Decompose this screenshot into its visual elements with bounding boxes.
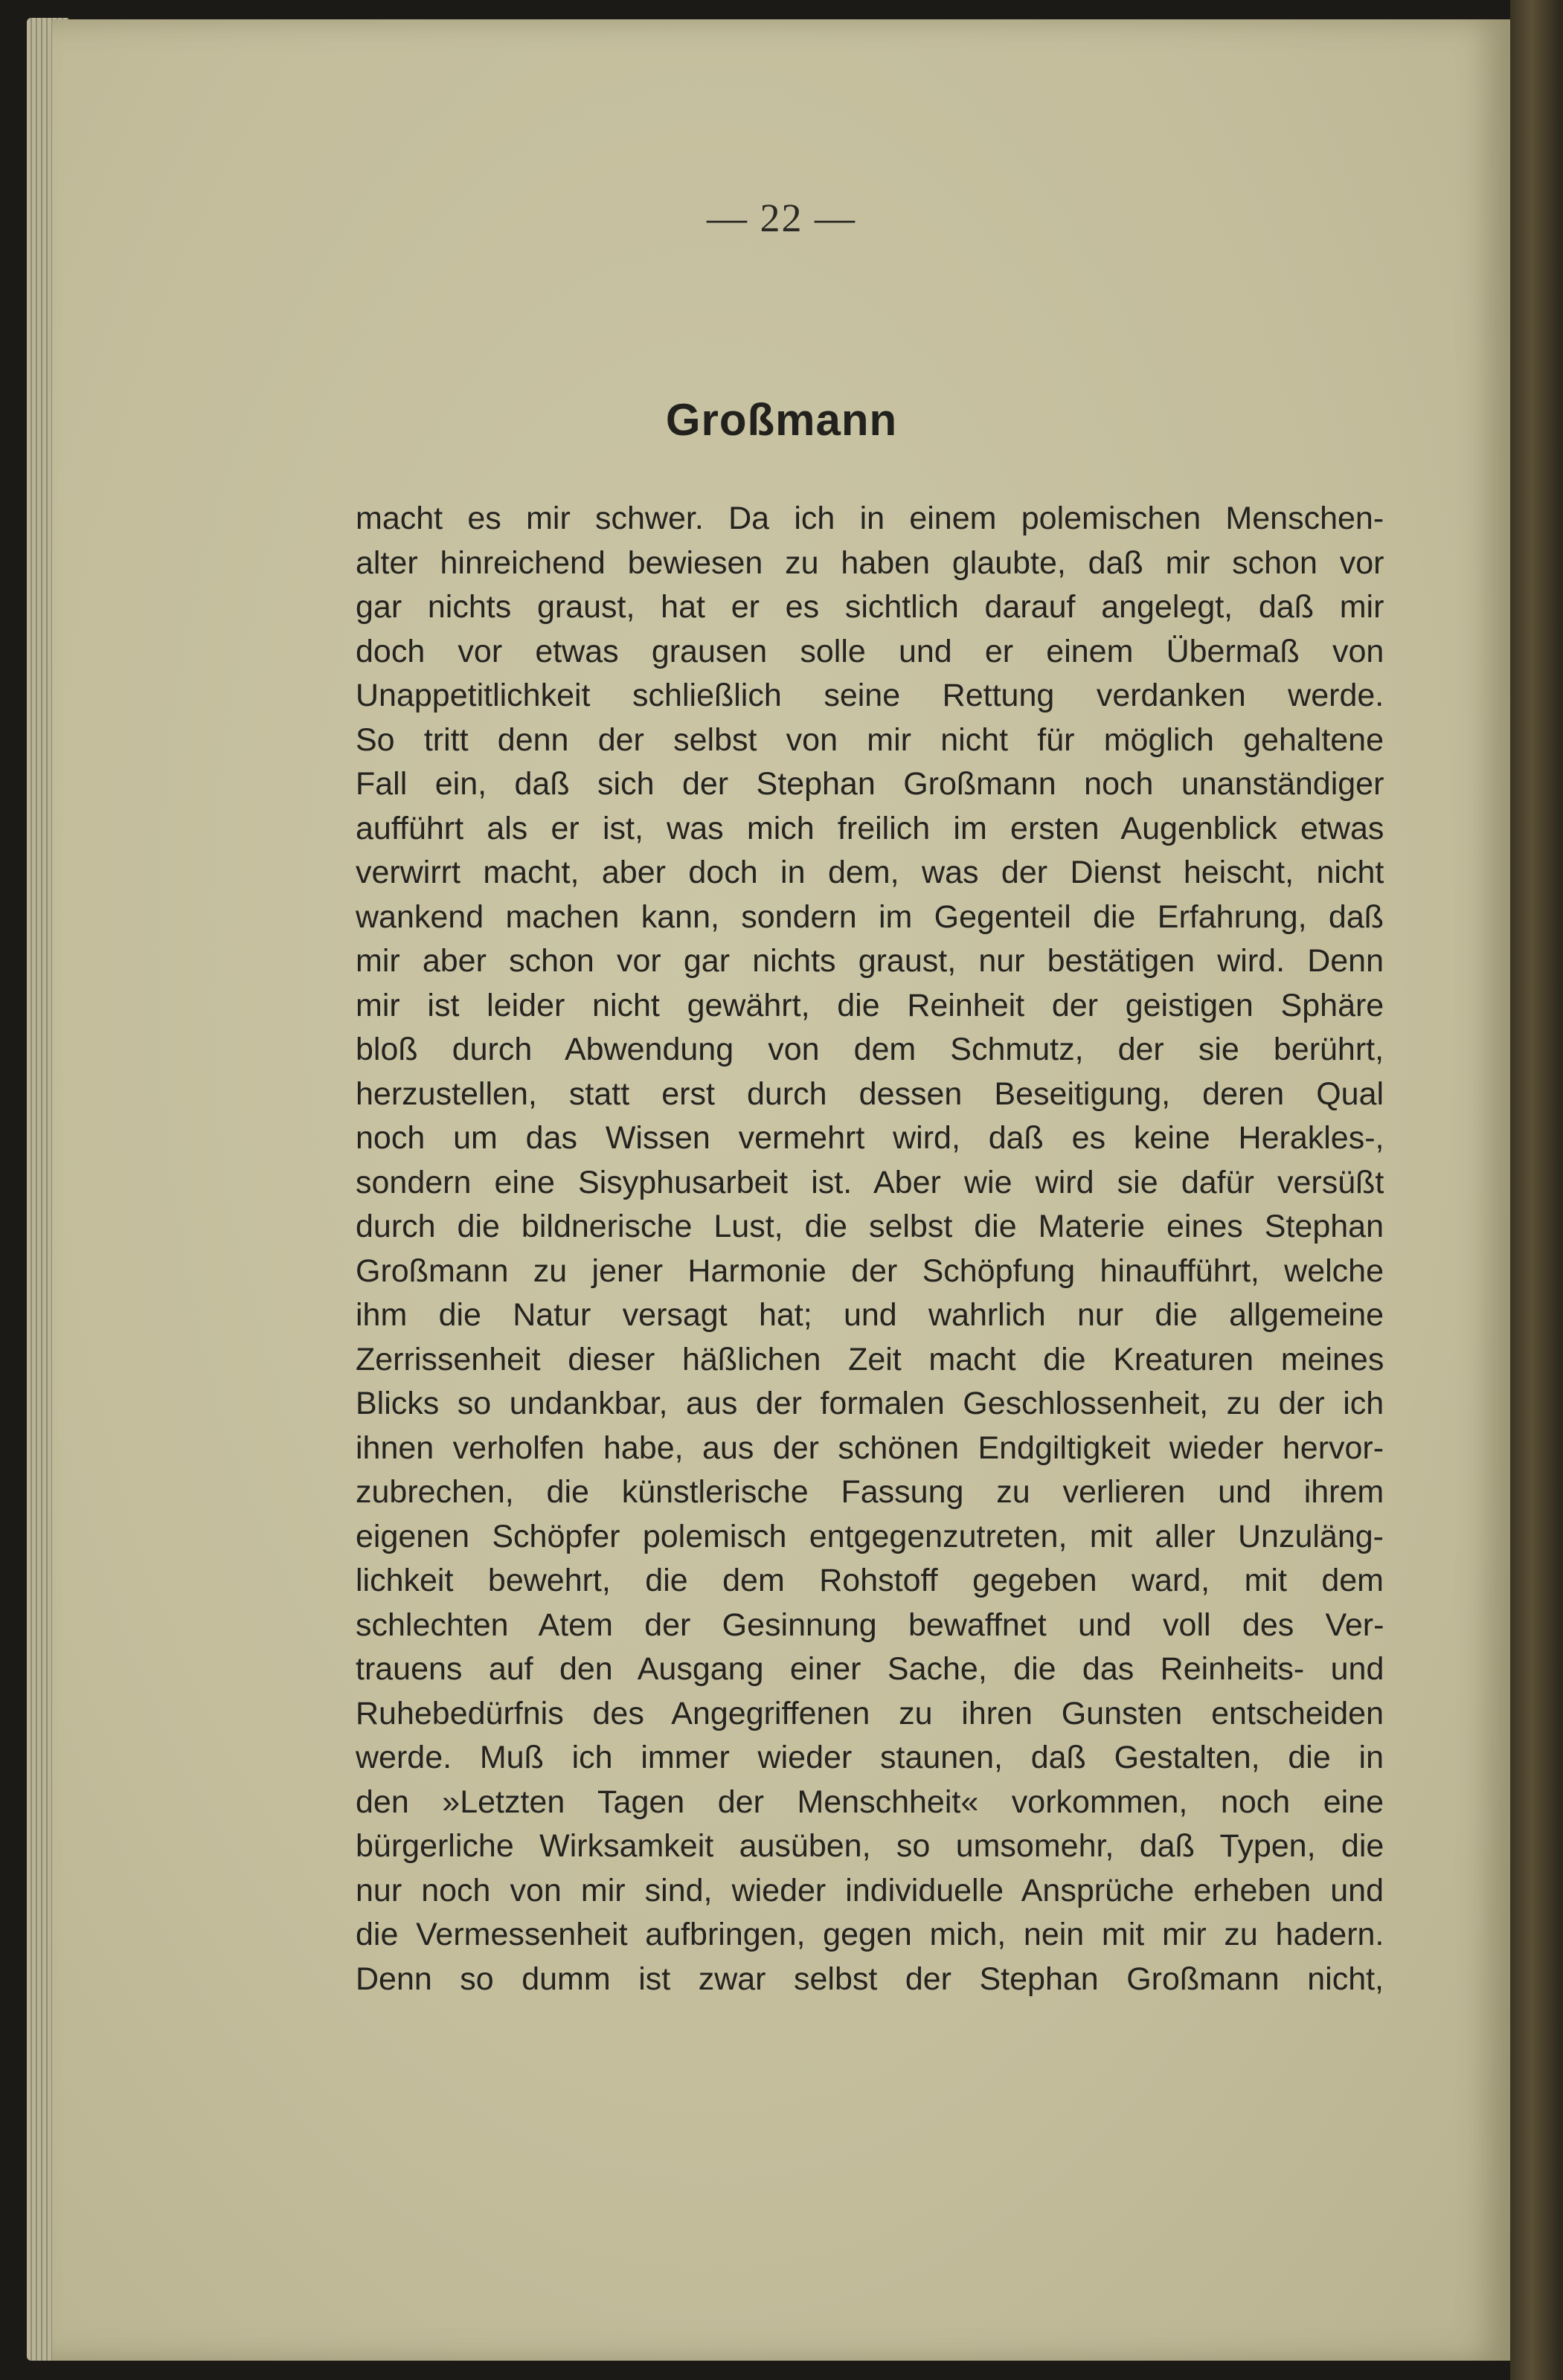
text-line: doch vor etwas grausen solle und er einem Übermaß von (356, 633, 1384, 669)
text-line: So tritt denn der selbst von mir nicht für möglich gehaltene (356, 721, 1384, 758)
text-line: herzustellen, statt erst durch dessen Beseitigung, deren Qual (356, 1075, 1384, 1112)
text-line: Ruhebedürfnis des Angegriffenen zu ihren Gunsten entscheiden (356, 1695, 1384, 1731)
text-line: ihm die Natur versagt hat; und wahrlich nur die allgemeine (356, 1297, 1384, 1333)
book-binding-edge (1510, 0, 1563, 2380)
text-line: Zerrissenheit dieser häßlichen Zeit macht die Kreaturen meines (356, 1341, 1384, 1377)
text-line: trauens auf den Ausgang einer Sache, die das Reinheits- und (356, 1651, 1384, 1687)
body-text (356, 497, 1384, 2001)
text-line: Denn so dumm ist zwar selbst der Stephan Großmann nicht, (356, 1961, 1384, 1997)
text-line: bloß durch Abwendung von dem Schmutz, der sie berührt, (356, 1032, 1384, 1067)
text-line: alter hinreichend bewiesen zu haben glaubte, daß mir schon vor (356, 544, 1384, 581)
text-line: mir aber schon vor gar nichts graust, nur bestätigen wird. Denn (356, 943, 1384, 979)
text-line: durch die bildnerische Lust, die selbst die Materie eines Stephan (356, 1209, 1384, 1244)
text-line: noch um das Wissen vermehrt wird, daß es keine Herakles-, (356, 1120, 1384, 1156)
text-line: werde. Muß ich immer wieder staunen, daß Gestalten, die in (356, 1740, 1384, 1775)
text-line: aufführt als er ist, was mich freilich im ersten Augenblick etwas (356, 810, 1384, 846)
text-line: ihnen verholfen habe, aus der schönen Endgiltigkeit wieder hervor- (356, 1429, 1384, 1466)
text-line: lichkeit bewehrt, die dem Rohstoff gegeben ward, mit dem (356, 1563, 1384, 1598)
running-heading: Großmann (665, 395, 898, 445)
text-line: verwirrt macht, aber doch in dem, was der Dienst heischt, nicht (356, 855, 1384, 890)
text-line: macht es mir schwer. Da ich in einem polemischen Menschen- (356, 501, 1384, 536)
text-line: den »Letzten Tagen der Menschheit« vorkommen, noch eine (356, 1784, 1384, 1820)
text-line: Blicks so undankbar, aus der formalen Geschlossenheit, zu der ich (356, 1386, 1384, 1421)
text-line: gar nichts graust, hat er es sichtlich darauf angelegt, daß mir (356, 589, 1384, 625)
page-number: — 22 — (707, 196, 856, 240)
text-line: bürgerliche Wirksamkeit ausüben, so umsomehr, daß Typen, die (356, 1828, 1384, 1864)
text-line: eigenen Schöpfer polemisch entgegenzutreten, mit aller Unzuläng- (356, 1518, 1384, 1554)
text-line: nur noch von mir sind, wieder individuelle Ansprüche erheben und (356, 1872, 1384, 1908)
text-line: mir ist leider nicht gewährt, die Reinheit der geistigen Sphäre (356, 987, 1384, 1023)
text-line: wankend machen kann, sondern im Gegenteil die Erfahrung, daß (356, 898, 1384, 935)
text-line: Unappetitlichkeit schließlich seine Rettung verdanken werde. (356, 678, 1384, 713)
text-line: zubrechen, die künstlerische Fassung zu verlieren und ihrem (356, 1474, 1384, 1510)
text-line: die Vermessenheit aufbringen, gegen mich, nein mit mir zu hadern. (356, 1917, 1384, 1952)
text-line: sondern eine Sisyphusarbeit ist. Aber wie wird sie dafür versüßt (356, 1164, 1384, 1200)
text-line: Fall ein, daß sich der Stephan Großmann noch unanständiger (356, 766, 1384, 802)
text-line: schlechten Atem der Gesinnung bewaffnet und voll des Ver- (356, 1606, 1384, 1643)
text-line: Großmann zu jener Harmonie der Schöpfung hinaufführt, welche (356, 1252, 1384, 1289)
